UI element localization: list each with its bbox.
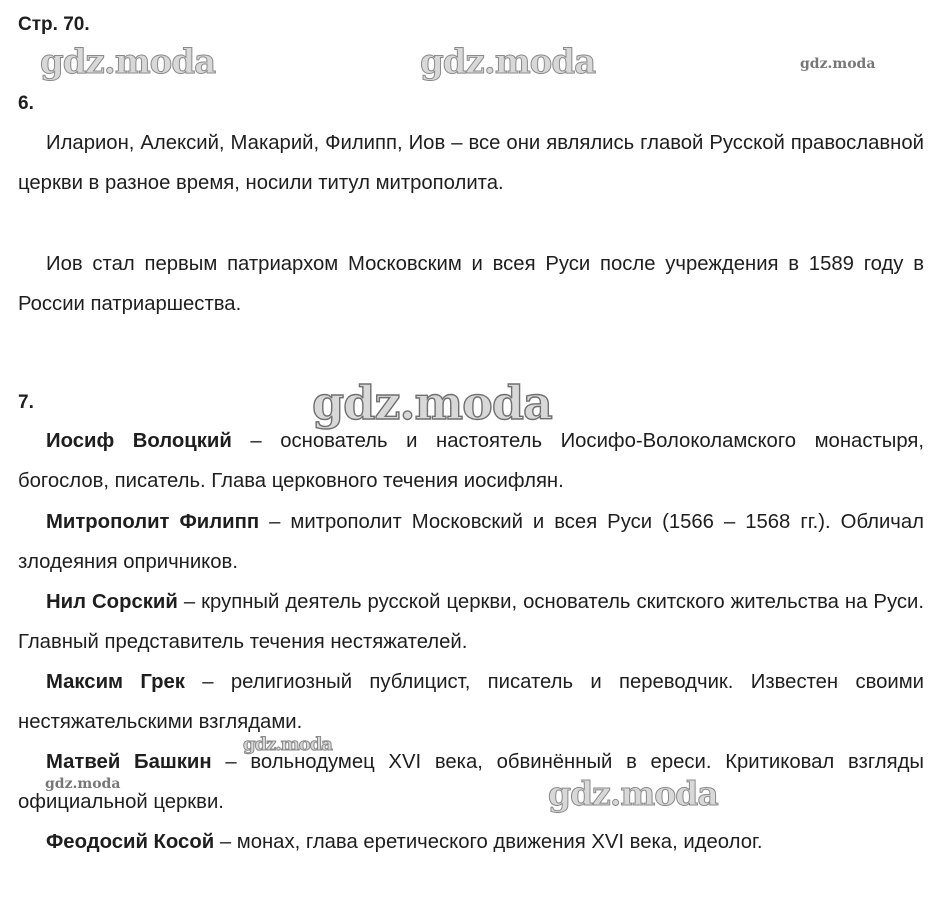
entry-text: – монах, глава еретического движения XVI века, идеолог. [214, 831, 763, 853]
entry-text: – основатель и настоятель Иосифо-Волоколамского монастыря, богослов, писатель. Глава церковного течения иосифлян. [18, 430, 924, 492]
watermark: gdz.moda [312, 376, 552, 430]
task-7-entry [18, 822, 924, 862]
entry-text: – митрополит Московский и всея Руси (1566 – 1568 гг.). Обличал злодеяния опричников. [18, 511, 924, 573]
task-7-number: 7. [18, 392, 34, 413]
entry-name: Иосиф Волоцкий [46, 430, 232, 452]
watermark: gdz.moda [548, 774, 718, 813]
task-7-entry [18, 582, 924, 662]
entry-text: – крупный деятель русской церкви, основатель скитского жительства на Руси. Главный представитель течения нестяжателей. [18, 591, 924, 653]
entry-name: Феодосий Косой [46, 831, 215, 853]
task-6-paragraph: Иларион, Алексий, Макарий, Филипп, Иов – все они являлись главой Русской православной церкви в разное время, носили титул митрополита. [18, 132, 924, 194]
task-6-paragraph: Иов стал первым патриархом Московским и всея Руси после учреждения в 1589 году в России патриаршества. [18, 253, 924, 315]
watermark: gdz.moda [243, 734, 332, 755]
entry-name: Матвей Башкин [46, 751, 212, 773]
entry-text: – религиозный публицист, писатель и переводчик. Известен своими нестяжательскими взглядами. [18, 671, 925, 733]
task-7-entry [18, 502, 924, 582]
entry-name: Нил Сорский [46, 591, 178, 613]
watermark: gdz.moda [800, 56, 876, 72]
task-6-number: 6. [18, 93, 34, 114]
page-label: Стр. 70. [18, 14, 90, 35]
watermark: gdz.moda [45, 776, 121, 792]
task-7-entry [18, 421, 924, 501]
task-7-entry [18, 662, 924, 742]
entry-name: Максим Грек [46, 671, 185, 693]
task-7-entry [18, 742, 924, 822]
entry-name: Митрополит Филипп [46, 511, 260, 533]
entry-text: – вольнодумец XVI века, обвинённый в ереси. Критиковал взгляды официальной церкви. [18, 751, 924, 813]
watermark: gdz.moda [420, 42, 596, 82]
watermark: gdz.moda [40, 42, 216, 82]
